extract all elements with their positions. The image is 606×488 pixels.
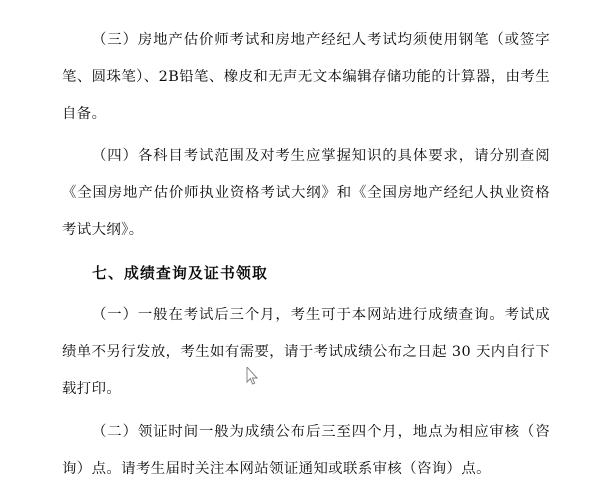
section-heading: 七、成绩查询及证书领取 bbox=[92, 265, 268, 282]
paragraph-item-3: （三）房地产估价师考试和房地产经纪人考试均须使用钢笔（或签字笔、圆珠笔）、2B铅笔、橡皮和无声无文本编辑存储功能的计算器，由考生自备。 bbox=[62, 32, 550, 122]
paragraph-sub-item-2: （二）领证时间一般为成绩公布后三至四个月，地点为相应审核（咨询）点。请考生届时关注本网站领证通知或联系审核（咨询）点。 bbox=[62, 424, 550, 477]
paragraph-item-4: （四）各科目考试范围及对考生应掌握知识的具体要求，请分别查阅《全国房地产估价师执业资格考试大纲》和《全国房地产经纪人执业资格考试大纲》。 bbox=[62, 148, 550, 238]
paragraph-sub-item-1: （一）一般在考试后三个月，考生可于本网站进行成绩查询。考试成绩单不另行发放，考生如有需要，请于考试成绩公布之日起 30 天内自行下载打印。 bbox=[62, 307, 550, 397]
